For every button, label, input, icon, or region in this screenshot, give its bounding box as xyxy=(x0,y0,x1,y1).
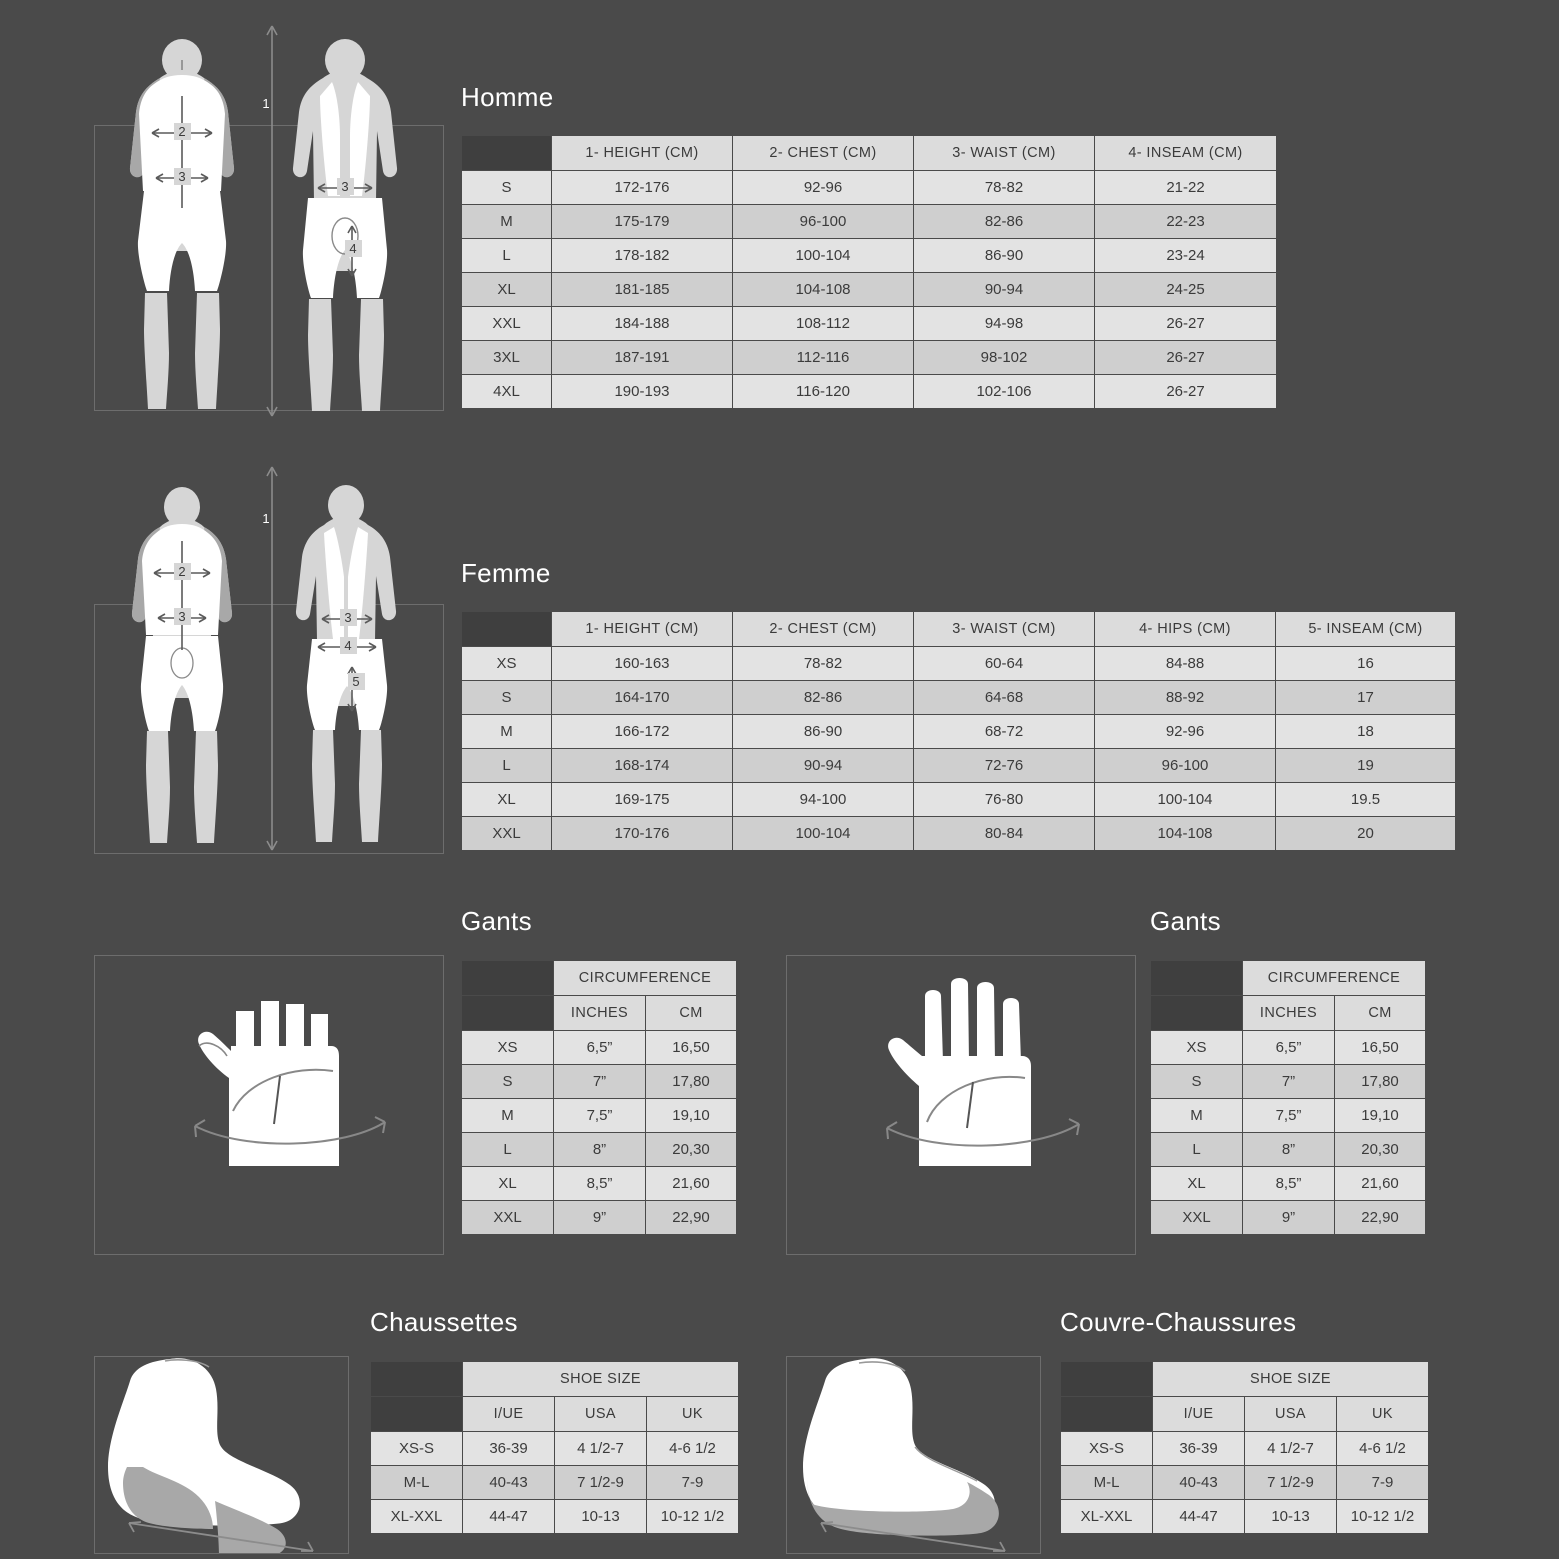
size-label-cell: XS-S xyxy=(371,1432,463,1466)
table-corner-cell xyxy=(371,1362,463,1397)
size-label-cell: XL xyxy=(462,783,552,817)
svg-text:1: 1 xyxy=(262,96,270,111)
gloves-left-table xyxy=(461,960,737,1235)
table-row xyxy=(462,647,1456,681)
table-header-row xyxy=(371,1397,739,1432)
measurement-cell: 100-104 xyxy=(1095,783,1276,817)
measurement-cell: 20,30 xyxy=(1335,1133,1426,1167)
measurement-cell: 10-13 xyxy=(1245,1500,1337,1534)
table-column-header: 4- INSEAM (CM) xyxy=(1095,136,1277,171)
measurement-cell: 10-12 1/2 xyxy=(647,1500,739,1534)
size-label-cell: S xyxy=(462,681,552,715)
measurement-cell: 16,50 xyxy=(1335,1031,1426,1065)
svg-text:4: 4 xyxy=(349,241,357,256)
table-corner-cell xyxy=(462,961,554,996)
table-group-header: SHOE SIZE xyxy=(463,1362,739,1397)
table-group-header-row xyxy=(1061,1362,1429,1397)
table-row xyxy=(462,341,1277,375)
table-column-header: I/UE xyxy=(463,1397,555,1432)
table-corner-cell xyxy=(462,612,552,647)
men-figure-illustration xyxy=(100,8,440,418)
measurement-cell: 26-27 xyxy=(1095,375,1277,409)
size-label-cell: S xyxy=(462,1065,554,1099)
measurement-cell: 90-94 xyxy=(914,273,1095,307)
women-section-title: Femme xyxy=(461,558,551,588)
gloves-right-figure-box xyxy=(786,955,1136,1255)
table-row xyxy=(462,273,1277,307)
table-corner-cell xyxy=(1061,1362,1153,1397)
measurement-cell: 7-9 xyxy=(647,1466,739,1500)
measurement-cell: 72-76 xyxy=(914,749,1095,783)
table-row xyxy=(462,1099,737,1133)
table-header-row xyxy=(462,996,737,1031)
measurement-cell: 36-39 xyxy=(463,1432,555,1466)
measurement-cell: 184-188 xyxy=(552,307,733,341)
svg-text:2: 2 xyxy=(178,564,186,579)
table-row xyxy=(462,1133,737,1167)
table-header-row xyxy=(462,136,1277,171)
socks-table xyxy=(370,1361,739,1534)
measurement-cell: 19,10 xyxy=(646,1099,737,1133)
table-column-header: 1- HEIGHT (CM) xyxy=(552,136,733,171)
measurement-cell: 175-179 xyxy=(552,205,733,239)
size-label-cell: M-L xyxy=(371,1466,463,1500)
measurement-cell: 80-84 xyxy=(914,817,1095,851)
measurement-cell: 7” xyxy=(554,1065,646,1099)
measurement-cell: 7 1/2-9 xyxy=(1245,1466,1337,1500)
table-column-header: 3- WAIST (CM) xyxy=(914,612,1095,647)
measurement-cell: 92-96 xyxy=(1095,715,1276,749)
size-label-cell: XS xyxy=(1151,1031,1243,1065)
measurement-cell: 4 1/2-7 xyxy=(555,1432,647,1466)
table-corner-cell xyxy=(1151,961,1243,996)
short-finger-glove-icon xyxy=(95,956,443,1254)
male-front-figure xyxy=(130,39,234,409)
measurement-cell: 19 xyxy=(1276,749,1456,783)
table-row xyxy=(1151,1167,1426,1201)
table-column-header: USA xyxy=(555,1397,647,1432)
women-figure-illustration xyxy=(100,455,440,855)
table-header-row xyxy=(1151,996,1426,1031)
measurement-cell: 98-102 xyxy=(914,341,1095,375)
measurement-cell: 86-90 xyxy=(733,715,914,749)
measurement-cell: 112-116 xyxy=(733,341,914,375)
measurement-cell: 4-6 1/2 xyxy=(1337,1432,1429,1466)
table-row xyxy=(1151,1099,1426,1133)
measurement-cell: 116-120 xyxy=(733,375,914,409)
size-label-cell: M xyxy=(462,1099,554,1133)
table-row xyxy=(462,205,1277,239)
table-row xyxy=(462,1031,737,1065)
measurement-cell: 7” xyxy=(1243,1065,1335,1099)
size-label-cell: XXL xyxy=(462,1201,554,1235)
size-label-cell: S xyxy=(1151,1065,1243,1099)
measurement-cell: 10-13 xyxy=(555,1500,647,1534)
measurement-cell: 26-27 xyxy=(1095,307,1277,341)
measurement-cell: 24-25 xyxy=(1095,273,1277,307)
measurement-cell: 9” xyxy=(554,1201,646,1235)
size-label-cell: S xyxy=(462,171,552,205)
table-row xyxy=(462,783,1456,817)
measurement-cell: 190-193 xyxy=(552,375,733,409)
table-header-row xyxy=(462,612,1456,647)
measurement-cell: 8,5” xyxy=(1243,1167,1335,1201)
shoecovers-figure-box xyxy=(786,1356,1041,1554)
measurement-cell: 8,5” xyxy=(554,1167,646,1201)
table-corner-cell xyxy=(371,1397,463,1432)
svg-text:5: 5 xyxy=(352,674,360,689)
measurement-cell: 40-43 xyxy=(463,1466,555,1500)
table-corner-cell xyxy=(462,136,552,171)
socks-title: Chaussettes xyxy=(370,1307,518,1337)
measurement-cell: 94-100 xyxy=(733,783,914,817)
table-row xyxy=(1151,1031,1426,1065)
measurement-cell: 100-104 xyxy=(733,239,914,273)
table-row xyxy=(1151,1201,1426,1235)
measurement-cell: 172-176 xyxy=(552,171,733,205)
measurement-cell: 44-47 xyxy=(463,1500,555,1534)
long-finger-glove-icon xyxy=(787,956,1135,1254)
table-group-header: CIRCUMFERENCE xyxy=(1243,961,1426,996)
measurement-cell: 94-98 xyxy=(914,307,1095,341)
table-row xyxy=(462,817,1456,851)
size-label-cell: XL xyxy=(1151,1167,1243,1201)
sock-icon xyxy=(95,1357,348,1553)
measurement-cell: 7 1/2-9 xyxy=(555,1466,647,1500)
size-label-cell: XXL xyxy=(462,817,552,851)
table-group-header: CIRCUMFERENCE xyxy=(554,961,737,996)
measurement-cell: 4 1/2-7 xyxy=(1245,1432,1337,1466)
shoecovers-table xyxy=(1060,1361,1429,1534)
table-row xyxy=(462,239,1277,273)
table-row xyxy=(1061,1432,1429,1466)
measurement-cell: 169-175 xyxy=(552,783,733,817)
measurement-cell: 16 xyxy=(1276,647,1456,681)
measurement-cell: 21-22 xyxy=(1095,171,1277,205)
table-row xyxy=(1151,1065,1426,1099)
size-label-cell: XS-S xyxy=(1061,1432,1153,1466)
male-back-figure xyxy=(293,39,397,411)
measurement-cell: 19,10 xyxy=(1335,1099,1426,1133)
measurement-cell: 18 xyxy=(1276,715,1456,749)
measurement-cell: 166-172 xyxy=(552,715,733,749)
measurement-cell: 86-90 xyxy=(914,239,1095,273)
table-column-header: UK xyxy=(647,1397,739,1432)
table-row xyxy=(371,1500,739,1534)
measurement-cell: 178-182 xyxy=(552,239,733,273)
table-column-header: CM xyxy=(1335,996,1426,1031)
size-label-cell: 4XL xyxy=(462,375,552,409)
size-label-cell: XS xyxy=(462,1031,554,1065)
table-column-header: UK xyxy=(1337,1397,1429,1432)
table-row xyxy=(462,307,1277,341)
measurement-cell: 21,60 xyxy=(1335,1167,1426,1201)
table-row xyxy=(462,171,1277,205)
size-label-cell: XS xyxy=(462,647,552,681)
female-front-figure xyxy=(132,487,232,843)
size-label-cell: L xyxy=(462,1133,554,1167)
measurement-cell: 10-12 1/2 xyxy=(1337,1500,1429,1534)
table-header-row xyxy=(1061,1397,1429,1432)
size-label-cell: XL xyxy=(462,273,552,307)
measurement-cell: 17,80 xyxy=(646,1065,737,1099)
size-label-cell: L xyxy=(462,239,552,273)
measurement-cell: 44-47 xyxy=(1153,1500,1245,1534)
measurement-cell: 104-108 xyxy=(1095,817,1276,851)
measurement-cell: 76-80 xyxy=(914,783,1095,817)
table-column-header: CM xyxy=(646,996,737,1031)
table-row xyxy=(462,1167,737,1201)
gloves-left-figure-box xyxy=(94,955,444,1255)
table-row xyxy=(1061,1466,1429,1500)
table-row xyxy=(462,749,1456,783)
table-row xyxy=(462,715,1456,749)
table-row xyxy=(1061,1500,1429,1534)
table-corner-cell xyxy=(1151,996,1243,1031)
measurement-cell: 64-68 xyxy=(914,681,1095,715)
measurement-cell: 6,5” xyxy=(1243,1031,1335,1065)
table-group-header-row xyxy=(1151,961,1426,996)
measurement-cell: 21,60 xyxy=(646,1167,737,1201)
measurement-cell: 8” xyxy=(1243,1133,1335,1167)
gloves-left-title: Gants xyxy=(461,906,532,936)
measurement-cell: 40-43 xyxy=(1153,1466,1245,1500)
measurement-cell: 187-191 xyxy=(552,341,733,375)
table-column-header: 5- INSEAM (CM) xyxy=(1276,612,1456,647)
table-group-header-row xyxy=(371,1362,739,1397)
table-column-header: 3- WAIST (CM) xyxy=(914,136,1095,171)
height-arrow xyxy=(267,26,277,416)
size-label-cell: XXL xyxy=(1151,1201,1243,1235)
size-label-cell: L xyxy=(1151,1133,1243,1167)
gloves-right-title: Gants xyxy=(1150,906,1221,936)
svg-text:1: 1 xyxy=(262,511,270,526)
svg-text:3: 3 xyxy=(178,169,186,184)
size-label-cell: L xyxy=(462,749,552,783)
size-label-cell: XL-XXL xyxy=(371,1500,463,1534)
table-row xyxy=(462,1201,737,1235)
size-label-cell: 3XL xyxy=(462,341,552,375)
measurement-cell: 16,50 xyxy=(646,1031,737,1065)
measurement-cell: 170-176 xyxy=(552,817,733,851)
shoecovers-title: Couvre-Chaussures xyxy=(1060,1307,1297,1337)
measurement-cell: 8” xyxy=(554,1133,646,1167)
table-column-header: INCHES xyxy=(1243,996,1335,1031)
measurement-cell: 104-108 xyxy=(733,273,914,307)
measurement-cell: 22-23 xyxy=(1095,205,1277,239)
table-column-header: I/UE xyxy=(1153,1397,1245,1432)
size-label-cell: XL xyxy=(462,1167,554,1201)
measurement-cell: 17,80 xyxy=(1335,1065,1426,1099)
measurement-cell: 164-170 xyxy=(552,681,733,715)
table-corner-cell xyxy=(462,996,554,1031)
measurement-cell: 26-27 xyxy=(1095,341,1277,375)
measurement-cell: 168-174 xyxy=(552,749,733,783)
size-label-cell: M xyxy=(462,205,552,239)
measurement-cell: 108-112 xyxy=(733,307,914,341)
size-label-cell: M-L xyxy=(1061,1466,1153,1500)
shoe-cover-icon xyxy=(787,1357,1040,1553)
measurement-cell: 82-86 xyxy=(914,205,1095,239)
measurement-cell: 181-185 xyxy=(552,273,733,307)
measurement-cell: 7,5” xyxy=(1243,1099,1335,1133)
svg-text:3: 3 xyxy=(341,179,349,194)
measurement-cell: 92-96 xyxy=(733,171,914,205)
measurement-cell: 17 xyxy=(1276,681,1456,715)
measurement-cell: 78-82 xyxy=(914,171,1095,205)
size-label-cell: M xyxy=(462,715,552,749)
table-row xyxy=(371,1432,739,1466)
measurement-cell: 22,90 xyxy=(1335,1201,1426,1235)
measurement-cell: 20,30 xyxy=(646,1133,737,1167)
measurement-cell: 78-82 xyxy=(733,647,914,681)
table-column-header: USA xyxy=(1245,1397,1337,1432)
measurement-cell: 88-92 xyxy=(1095,681,1276,715)
gloves-right-table xyxy=(1150,960,1426,1235)
table-column-header: 1- HEIGHT (CM) xyxy=(552,612,733,647)
measurement-cell: 22,90 xyxy=(646,1201,737,1235)
measurement-cell: 7,5” xyxy=(554,1099,646,1133)
table-group-header: SHOE SIZE xyxy=(1153,1362,1429,1397)
table-corner-cell xyxy=(1061,1397,1153,1432)
table-row xyxy=(462,1065,737,1099)
female-back-figure xyxy=(296,485,396,842)
socks-figure-box xyxy=(94,1356,349,1554)
measurement-cell: 4-6 1/2 xyxy=(647,1432,739,1466)
men-section-title: Homme xyxy=(461,82,554,112)
men-size-table xyxy=(461,135,1277,409)
size-label-cell: M xyxy=(1151,1099,1243,1133)
measurement-cell: 96-100 xyxy=(1095,749,1276,783)
svg-text:3: 3 xyxy=(178,609,186,624)
measurement-cell: 9” xyxy=(1243,1201,1335,1235)
measurement-cell: 7-9 xyxy=(1337,1466,1429,1500)
table-row xyxy=(1151,1133,1426,1167)
measurement-cell: 20 xyxy=(1276,817,1456,851)
table-column-header: INCHES xyxy=(554,996,646,1031)
table-column-header: 4- HIPS (CM) xyxy=(1095,612,1276,647)
measurement-cell: 23-24 xyxy=(1095,239,1277,273)
measurement-cell: 102-106 xyxy=(914,375,1095,409)
measurement-cell: 82-86 xyxy=(733,681,914,715)
women-size-table xyxy=(461,611,1456,851)
measurement-cell: 6,5” xyxy=(554,1031,646,1065)
measurement-cell: 60-64 xyxy=(914,647,1095,681)
measurement-cell: 90-94 xyxy=(733,749,914,783)
size-label-cell: XXL xyxy=(462,307,552,341)
measurement-cell: 160-163 xyxy=(552,647,733,681)
svg-text:2: 2 xyxy=(178,124,186,139)
table-column-header: 2- CHEST (CM) xyxy=(733,136,914,171)
table-row xyxy=(462,681,1456,715)
measurement-cell: 68-72 xyxy=(914,715,1095,749)
table-group-header-row xyxy=(462,961,737,996)
measurement-cell: 96-100 xyxy=(733,205,914,239)
measurement-cell: 84-88 xyxy=(1095,647,1276,681)
svg-text:3: 3 xyxy=(344,610,352,625)
size-label-cell: XL-XXL xyxy=(1061,1500,1153,1534)
measurement-cell: 100-104 xyxy=(733,817,914,851)
table-column-header: 2- CHEST (CM) xyxy=(733,612,914,647)
table-row xyxy=(462,375,1277,409)
measurement-cell: 19.5 xyxy=(1276,783,1456,817)
table-row xyxy=(371,1466,739,1500)
svg-text:4: 4 xyxy=(344,638,352,653)
measurement-cell: 36-39 xyxy=(1153,1432,1245,1466)
